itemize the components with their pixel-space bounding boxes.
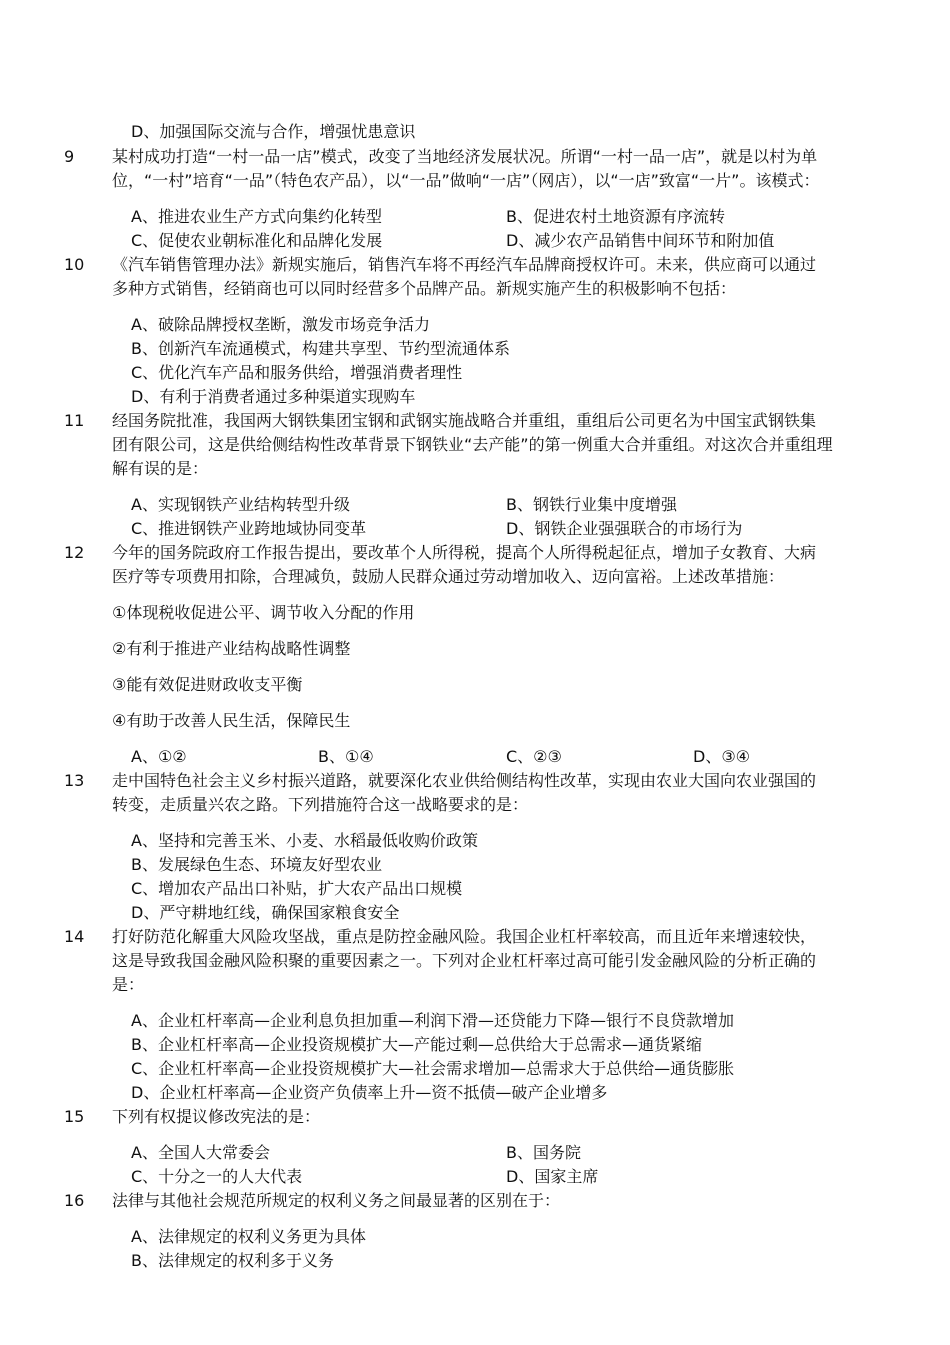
- option-c: C、企业杠杆率高—企业投资规模扩大—社会需求增加—总需求大于总供给—通货膨胀: [131, 1059, 735, 1078]
- option-a: A、①②: [131, 747, 187, 766]
- prev-question-option-d: D、加强国际交流与合作，增强忧患意识: [131, 122, 416, 141]
- question-stem-line: 团有限公司，这是供给侧结构性改革背景下钢铁业“去产能”的第一例重大合并重组。对这次合并重组理: [112, 435, 833, 454]
- question-stem-line: 医疗等专项费用扣除，合理减负，鼓励人民群众通过劳动增加收入、迈向富裕。上述改革措施：: [112, 567, 785, 586]
- option-a: A、推进农业生产方式向集约化转型: [131, 207, 382, 226]
- question-number: 14: [64, 927, 85, 946]
- option-c: C、增加农产品出口补贴，扩大农产品出口规模: [131, 879, 463, 898]
- option-d: D、钢铁企业强强联合的市场行为: [506, 519, 743, 538]
- question-number: 10: [64, 255, 85, 274]
- question-number: 11: [64, 411, 85, 430]
- option-b: B、促进农村土地资源有序流转: [506, 207, 725, 226]
- question-stem-line: 多种方式销售，经销商也可以同时经营多个品牌产品。新规实施产生的积极影响不包括：: [112, 279, 737, 298]
- option-a: A、企业杠杆率高—企业利息负担加重—利润下滑—还贷能力下降—银行不良贷款增加: [131, 1011, 734, 1030]
- option-d: D、减少农产品销售中间环节和附加值: [506, 231, 775, 250]
- statement-2: ②有利于推进产业结构战略性调整: [112, 639, 351, 658]
- question-stem-line: 打好防范化解重大风险攻坚战，重点是防控金融风险。我国企业杠杆率较高，而且近年来增速较快，: [112, 927, 817, 946]
- option-c: C、促使农业朝标准化和品牌化发展: [131, 231, 383, 250]
- option-b: B、创新汽车流通模式，构建共享型、节约型流通体系: [131, 339, 510, 358]
- statement-4: ④有助于改善人民生活，保障民生: [112, 711, 351, 730]
- option-a: A、全国人大常委会: [131, 1143, 270, 1162]
- option-a: A、法律规定的权利义务更为具体: [131, 1227, 366, 1246]
- option-b: B、发展绿色生态、环境友好型农业: [131, 855, 382, 874]
- option-c: C、十分之一的人大代表: [131, 1167, 303, 1186]
- question-number: 16: [64, 1191, 85, 1210]
- option-c: C、②③: [506, 747, 562, 766]
- option-a: A、坚持和完善玉米、小麦、水稻最低收购价政策: [131, 831, 478, 850]
- question-stem-line: 法律与其他社会规范所规定的权利义务之间最显著的区别在于：: [112, 1191, 561, 1210]
- option-d: D、有利于消费者通过多种渠道实现购车: [131, 387, 416, 406]
- question-stem-line: 下列有权提议修改宪法的是：: [112, 1107, 321, 1126]
- option-b: B、法律规定的权利多于义务: [131, 1251, 334, 1270]
- question-stem-line: 某村成功打造“一村一品一店”模式，改变了当地经济发展状况。所谓“一村一品一店”，就是以村为单: [112, 147, 818, 166]
- question-stem-line: 是：: [112, 975, 145, 994]
- question-stem-line: 位，“一村”培育“一品”（特色农产品），以“一品”做响“一店”（网店），以“一店”致富“一片”。该模式：: [112, 171, 820, 190]
- option-b: B、企业杠杆率高—企业投资规模扩大—产能过剩—总供给大于总需求—通货紧缩: [131, 1035, 702, 1054]
- option-c: C、优化汽车产品和服务供给，增强消费者理性: [131, 363, 463, 382]
- option-a: A、破除品牌授权垄断，激发市场竞争活力: [131, 315, 430, 334]
- option-b: B、国务院: [506, 1143, 581, 1162]
- question-stem-line: 今年的国务院政府工作报告提出，要改革个人所得税，提高个人所得税起征点，增加子女教育、大病: [112, 543, 817, 562]
- question-stem-line: 转变，走质量兴农之路。下列措施符合这一战略要求的是：: [112, 795, 529, 814]
- question-stem-line: 《汽车销售管理办法》新规实施后，销售汽车将不再经汽车品牌商授权许可。未来，供应商可以通过: [112, 255, 817, 274]
- question-number: 12: [64, 543, 85, 562]
- question-number: 15: [64, 1107, 85, 1126]
- question-number: 13: [64, 771, 85, 790]
- option-d: D、企业杠杆率高—企业资产负债率上升—资不抵债—破产企业增多: [131, 1083, 608, 1102]
- option-b: B、①④: [318, 747, 374, 766]
- option-d: D、严守耕地红线，确保国家粮食安全: [131, 903, 400, 922]
- question-stem-line: 经国务院批准，我国两大钢铁集团宝钢和武钢实施战略合并重组，重组后公司更名为中国宝武钢铁集: [112, 411, 817, 430]
- option-d: D、国家主席: [506, 1167, 599, 1186]
- statement-3: ③能有效促进财政收支平衡: [112, 675, 303, 694]
- question-number: 9: [64, 147, 75, 166]
- question-stem-line: 这是导致我国金融风险积聚的重要因素之一。下列对企业杠杆率过高可能引发金融风险的分析正确的: [112, 951, 817, 970]
- option-c: C、推进钢铁产业跨地域协同变革: [131, 519, 367, 538]
- question-stem-line: 解有误的是：: [112, 459, 209, 478]
- question-stem-line: 走中国特色社会主义乡村振兴道路，就要深化农业供给侧结构性改革，实现由农业大国向农业强国的: [112, 771, 817, 790]
- option-b: B、钢铁行业集中度增强: [506, 495, 677, 514]
- statement-1: ①体现税收促进公平、调节收入分配的作用: [112, 603, 415, 622]
- option-d: D、③④: [693, 747, 751, 766]
- option-a: A、实现钢铁产业结构转型升级: [131, 495, 350, 514]
